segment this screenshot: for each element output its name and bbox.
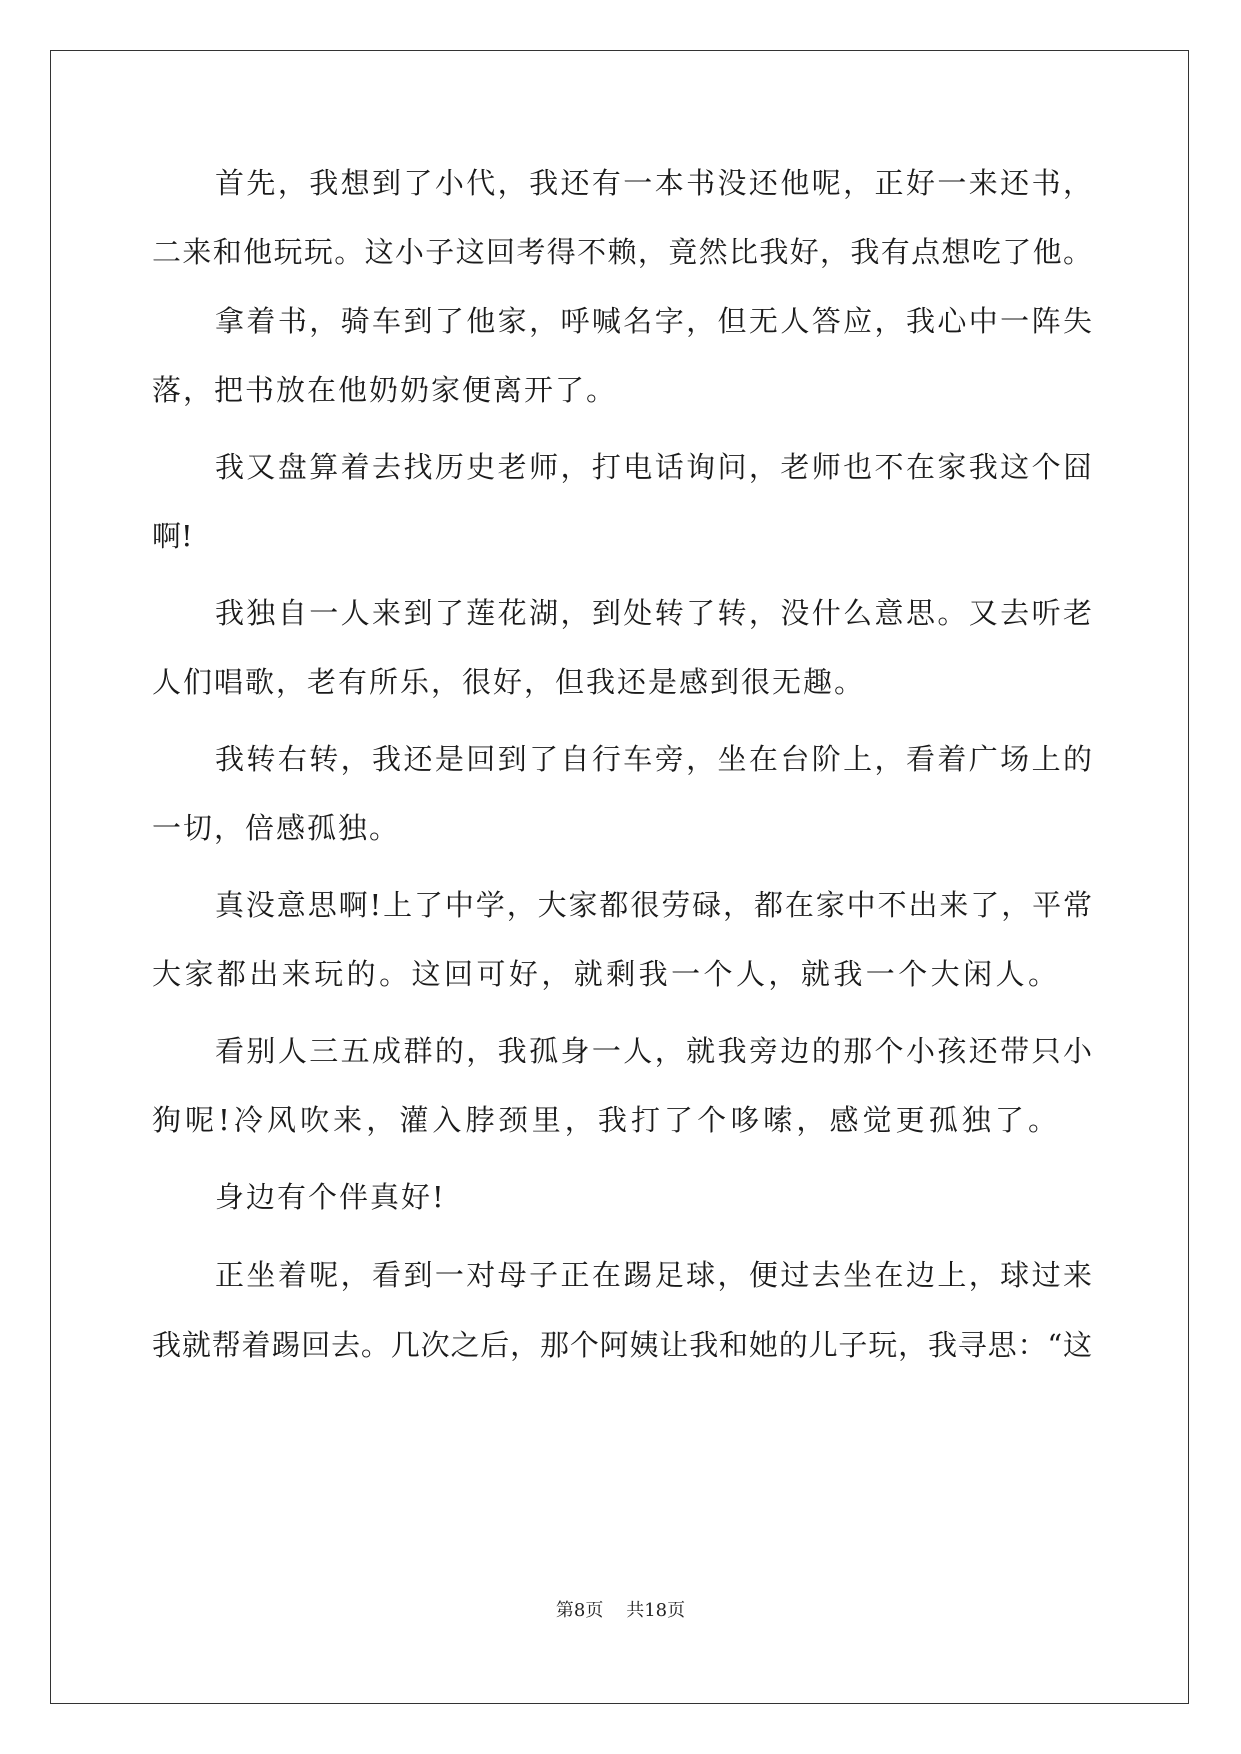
text-line: 真没意思啊!上了中学，大家都很劳碌，都在家中不出来了，平常 — [215, 888, 1092, 922]
text-line: 狗呢!冷风吹来，灌入脖颈里，我打了个哆嗦，感觉更孤独了。 — [152, 1103, 1057, 1137]
text-line: 首先，我想到了小代，我还有一本书没还他呢，正好一来还书， — [215, 166, 1092, 200]
page-border — [50, 50, 1189, 1704]
text-line: 拿着书，骑车到了他家，呼喊名字，但无人答应，我心中一阵失 — [215, 304, 1092, 338]
text-line: 二来和他玩玩。这小子这回考得不赖，竟然比我好，我有点想吃了他。 — [152, 235, 1092, 269]
text-line: 啊! — [152, 519, 193, 553]
text-line: 落，把书放在他奶奶家便离开了。 — [152, 373, 618, 407]
text-line: 正坐着呢，看到一对母子正在踢足球，便过去坐在边上，球过来 — [215, 1258, 1092, 1292]
text-line: 我又盘算着去找历史老师，打电话询问，老师也不在家我这个囧 — [215, 450, 1092, 484]
text-line: 我就帮着踢回去。几次之后，那个阿姨让我和她的儿子玩，我寻思：“这 — [152, 1328, 1092, 1362]
text-line: 看别人三五成群的，我孤身一人，就我旁边的那个小孩还带只小 — [215, 1034, 1092, 1068]
text-line: 一切，倍感孤独。 — [152, 811, 401, 845]
text-line: 人们唱歌，老有所乐，很好，但我还是感到很无趣。 — [152, 665, 866, 699]
page-number: 第8页 共18页 — [555, 1600, 686, 1621]
text-line: 我转右转，我还是回到了自行车旁，坐在台阶上，看着广场上的 — [215, 742, 1092, 776]
text-line: 身边有个伴真好! — [215, 1180, 446, 1214]
text-line: 大家都出来玩的。这回可好，就剩我一个人，就我一个大闲人。 — [152, 957, 1057, 991]
text-line: 我独自一人来到了莲花湖，到处转了转，没什么意思。又去听老 — [215, 596, 1092, 630]
